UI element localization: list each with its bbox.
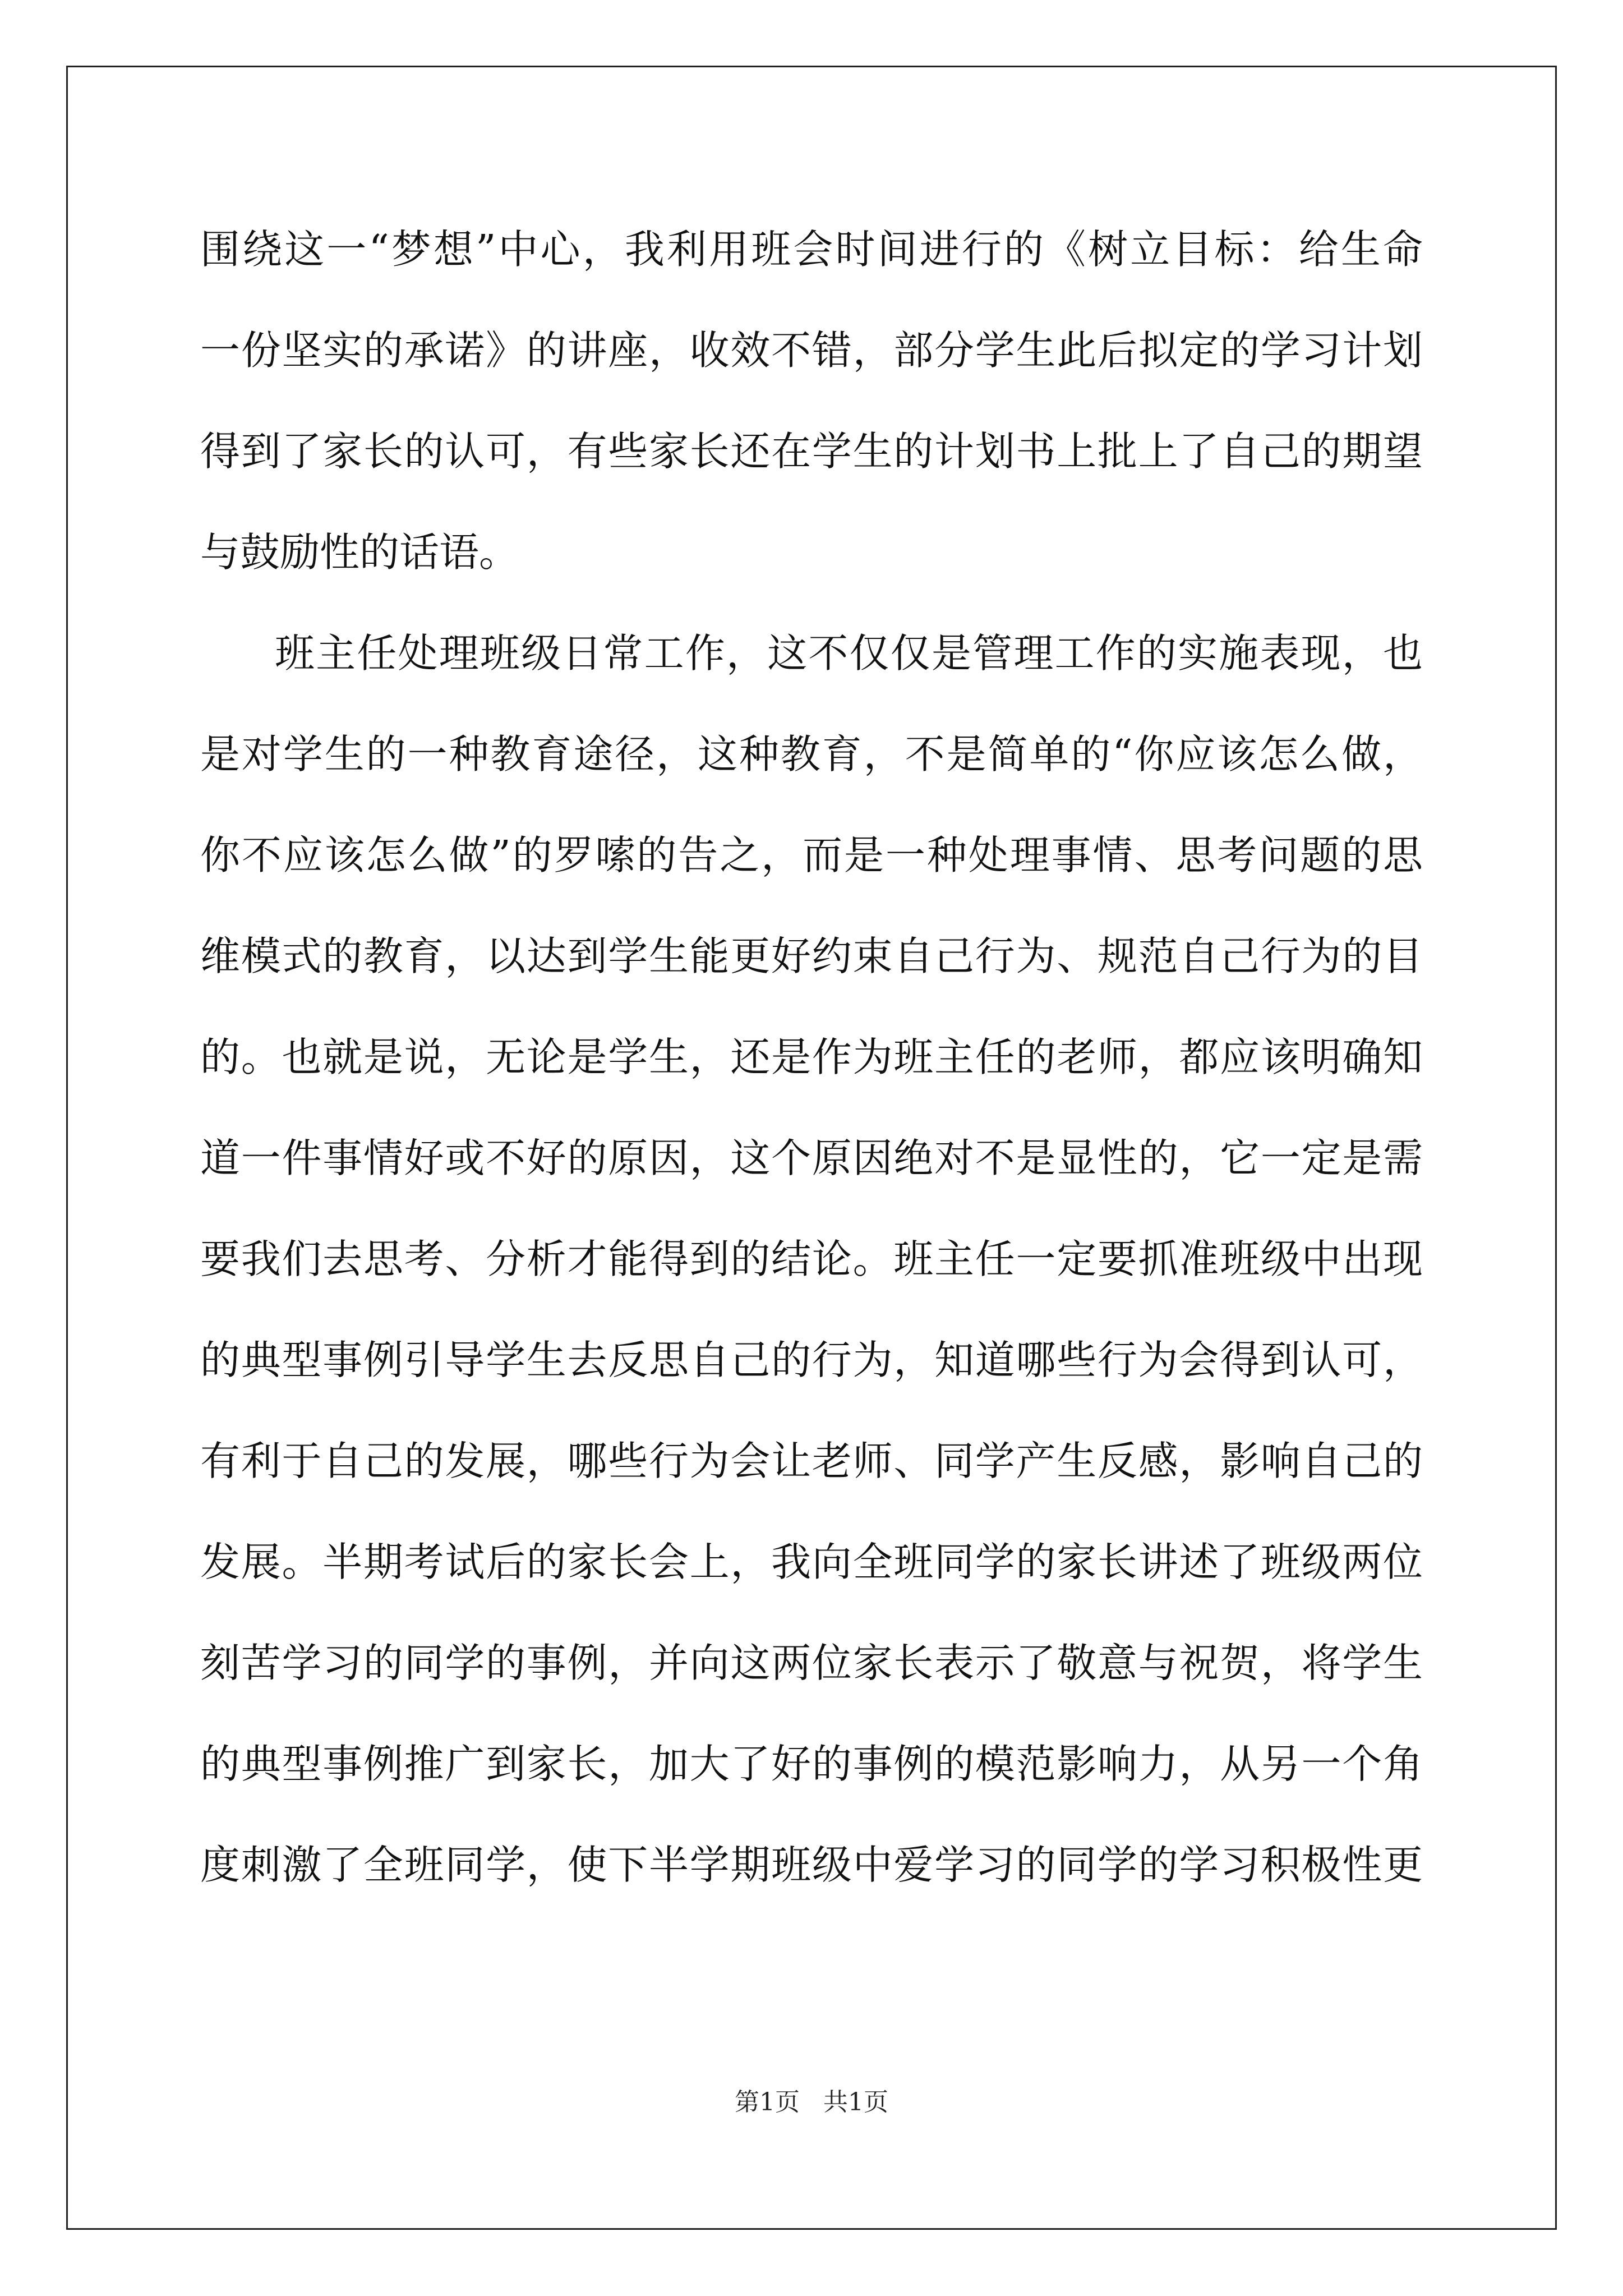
paragraph-1-line-1: 围绕这一“梦想”中心，我利用班会时间进行的《树立目标：给生命 xyxy=(200,226,1423,273)
paragraph-2-line-8: 的典型事例引导学生去反思自己的行为，知道哪些行为会得到认可， xyxy=(200,1337,1423,1383)
paragraph-2-line-6: 道一件事情好或不好的原因，这个原因绝对不是显性的，它一定是需 xyxy=(200,1135,1423,1181)
paragraph-2-line-3: 你不应该怎么做”的罗嗦的告之，而是一种处理事情、思考问题的思 xyxy=(200,832,1423,878)
paragraph-1-line-2: 一份坚实的承诺》的讲座，收效不错，部分学生此后拟定的学习计划 xyxy=(200,327,1423,374)
page-total: 共1页 xyxy=(823,2088,888,2116)
paragraph-2-line-1: 班主任处理班级日常工作，这不仅仅是管理工作的实施表现，也 xyxy=(275,630,1423,677)
paragraph-2-line-11: 刻苦学习的同学的事例，并向这两位家长表示了敬意与祝贺，将学生 xyxy=(200,1640,1423,1686)
paragraph-2-line-9: 有利于自己的发展，哪些行为会让老师、同学产生反感，影响自己的 xyxy=(200,1438,1423,1484)
paragraph-1-line-4: 与鼓励性的话语。 xyxy=(200,529,519,576)
page-number: 第1页 xyxy=(735,2088,800,2116)
page-footer xyxy=(0,2086,1623,2119)
paragraph-2-line-10: 发展。半期考试后的家长会上，我向全班同学的家长讲述了班级两位 xyxy=(200,1539,1423,1585)
paragraph-2-line-7: 要我们去思考、分析才能得到的结论。班主任一定要抓准班级中出现 xyxy=(200,1236,1423,1282)
paragraph-2-line-5: 的。也就是说，无论是学生，还是作为班主任的老师，都应该明确知 xyxy=(200,1034,1423,1080)
paragraph-2-line-12: 的典型事例推广到家长，加大了好的事例的模范影响力，从另一个角 xyxy=(200,1741,1423,1787)
paragraph-2-line-2: 是对学生的一种教育途径，这种教育，不是简单的“你应该怎么做， xyxy=(200,731,1423,777)
paragraph-2-line-4: 维模式的教育，以达到学生能更好约束自己行为、规范自己行为的目 xyxy=(200,933,1423,979)
paragraph-1-line-3: 得到了家长的认可，有些家长还在学生的计划书上批上了自己的期望 xyxy=(200,428,1423,475)
paragraph-2-line-13: 度刺激了全班同学，使下半学期班级中爱学习的同学的学习积极性更 xyxy=(200,1842,1423,1888)
